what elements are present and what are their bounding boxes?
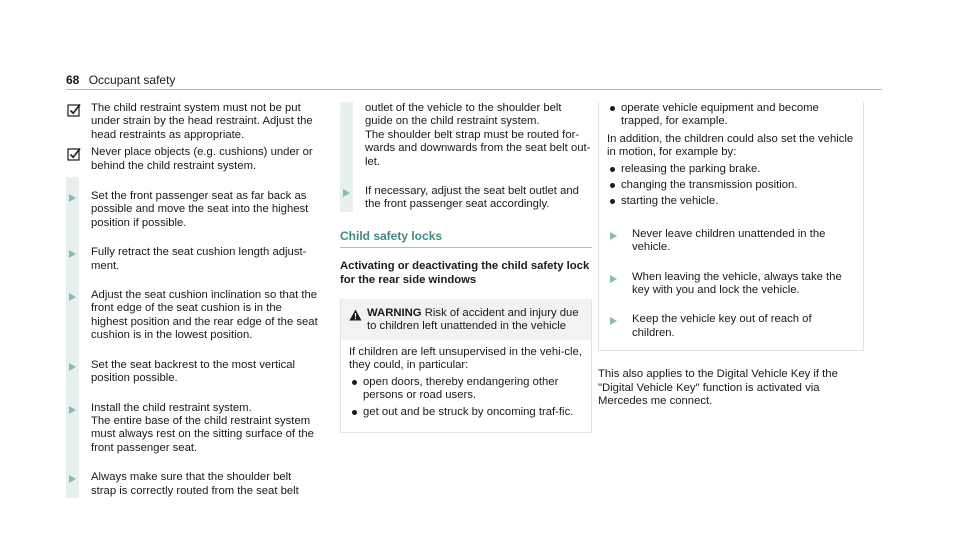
step-text: If necessary, adjust the seat belt outlet and the front passenger seat accordingly. (365, 185, 579, 211)
instruction-step (66, 359, 318, 386)
instruction-step (66, 471, 318, 498)
warning-label: WARNING (367, 307, 422, 320)
step-arrow-icon (69, 293, 76, 301)
step-spacer (340, 169, 592, 185)
step-spacer (66, 386, 318, 402)
step-text: Set the front passenger seat as far back as possible and move the seat into the highest position if possible. (91, 190, 309, 229)
instruction-step (607, 228, 855, 255)
checkmark-box-icon (67, 103, 81, 117)
step-arrow-icon (69, 475, 76, 483)
step-spacer (66, 273, 318, 289)
warning-box-continued (598, 102, 864, 351)
check-text: The child restraint system must not be put under strain by the head restraint. Adjust the head restraints as appropriate. (91, 102, 313, 141)
step-spacer (66, 343, 318, 359)
warning-box (340, 299, 592, 433)
column-3 (598, 102, 864, 409)
warning-text: Risk of accident and injury due to children left unattended in the vehicle (367, 307, 579, 333)
step-arrow-icon (610, 275, 617, 283)
step-arrow-icon (610, 317, 617, 325)
step-arrow-icon (69, 194, 76, 202)
warning-header (341, 299, 591, 340)
list-item: releasing the parking brake. (607, 163, 855, 176)
warning-body (341, 340, 591, 432)
step-text: outlet of the vehicle to the shoulder belt guide on the child restraint system. (365, 102, 562, 128)
step-text: Always make sure that the shoulder belt strap is correctly routed from the seat belt (91, 471, 299, 497)
step-text: Never leave children unattended in the vehicle. (632, 227, 826, 254)
footer-note: This also applies to the Digital Vehicle Key if the "Digital Vehicle Key" function is activated via Mercedes me connect. (598, 368, 838, 408)
instruction-step (66, 402, 318, 456)
instruction-step (607, 313, 855, 340)
section-divider (340, 247, 592, 248)
step-spacer (66, 177, 318, 190)
header-divider (66, 89, 882, 90)
page-header (66, 73, 175, 87)
step-text: Fully retract the seat cushion length adjust-ment. (91, 246, 307, 272)
page-title: Occupant safety (88, 73, 176, 87)
instruction-step (340, 185, 592, 212)
step-text: Set the seat backrest to the most vertical position possible. (91, 358, 296, 385)
page-number: 68 (66, 73, 80, 87)
step-text: Keep the vehicle key out of reach of children. (632, 313, 812, 339)
instruction-step-continued (340, 102, 592, 169)
list-item: get out and be struck by oncoming traf-fic. (349, 406, 583, 419)
column-2 (340, 102, 592, 433)
list-item: changing the transmission position. (607, 179, 855, 192)
check-item (66, 146, 318, 173)
check-text: Never place objects (e.g. cushions) under or behind the child restraint system. (91, 146, 313, 172)
step-arrow-icon (69, 363, 76, 371)
warning-intro-2: In addition, the children could also set the vehicle in motion, for example by: (607, 132, 854, 159)
warning-list (349, 376, 583, 419)
step-text: When leaving the vehicle, always take the key with you and lock the vehicle. (632, 270, 842, 297)
warning-list-continued (607, 102, 855, 129)
warning-triangle-icon (349, 309, 362, 321)
step-note: The entire base of the child restraint system must always rest on the sitting surface of the front passenger seat. (91, 414, 314, 454)
instruction-step (66, 289, 318, 343)
step-arrow-icon (69, 406, 76, 414)
instruction-step (66, 246, 318, 273)
list-item: operate vehicle equipment and become trapped, for example. (607, 102, 855, 129)
step-spacer (66, 455, 318, 471)
warning-intro: If children are left unsupervised in the vehi-cle, they could, in particular: (349, 345, 582, 372)
step-arrow-icon (69, 250, 76, 258)
step-arrow-icon (610, 232, 617, 240)
step-spacer (66, 230, 318, 246)
section-title: Child safety locks (340, 228, 443, 243)
step-text: Adjust the seat cushion inclination so that the front edge of the seat cushion is in the highest position and the rear edge of the seat cushion is in the lowest position. (91, 289, 318, 342)
check-item (66, 102, 318, 142)
warning-list-2 (607, 163, 855, 209)
step-text: Install the child restraint system. (91, 401, 252, 414)
step-arrow-icon (343, 189, 350, 197)
list-item: open doors, thereby endangering other persons or road users. (349, 376, 583, 403)
step-note: The shoulder belt strap must be routed for-wards and downwards from the seat belt out-let. (365, 128, 591, 168)
sub-title: Activating or deactivating the child safety lock for the rear side windows (340, 260, 590, 286)
instruction-step (607, 271, 855, 298)
instruction-step (66, 190, 318, 230)
checkmark-box-icon (67, 147, 81, 161)
column-1 (66, 102, 318, 498)
list-item: starting the vehicle. (607, 195, 855, 208)
